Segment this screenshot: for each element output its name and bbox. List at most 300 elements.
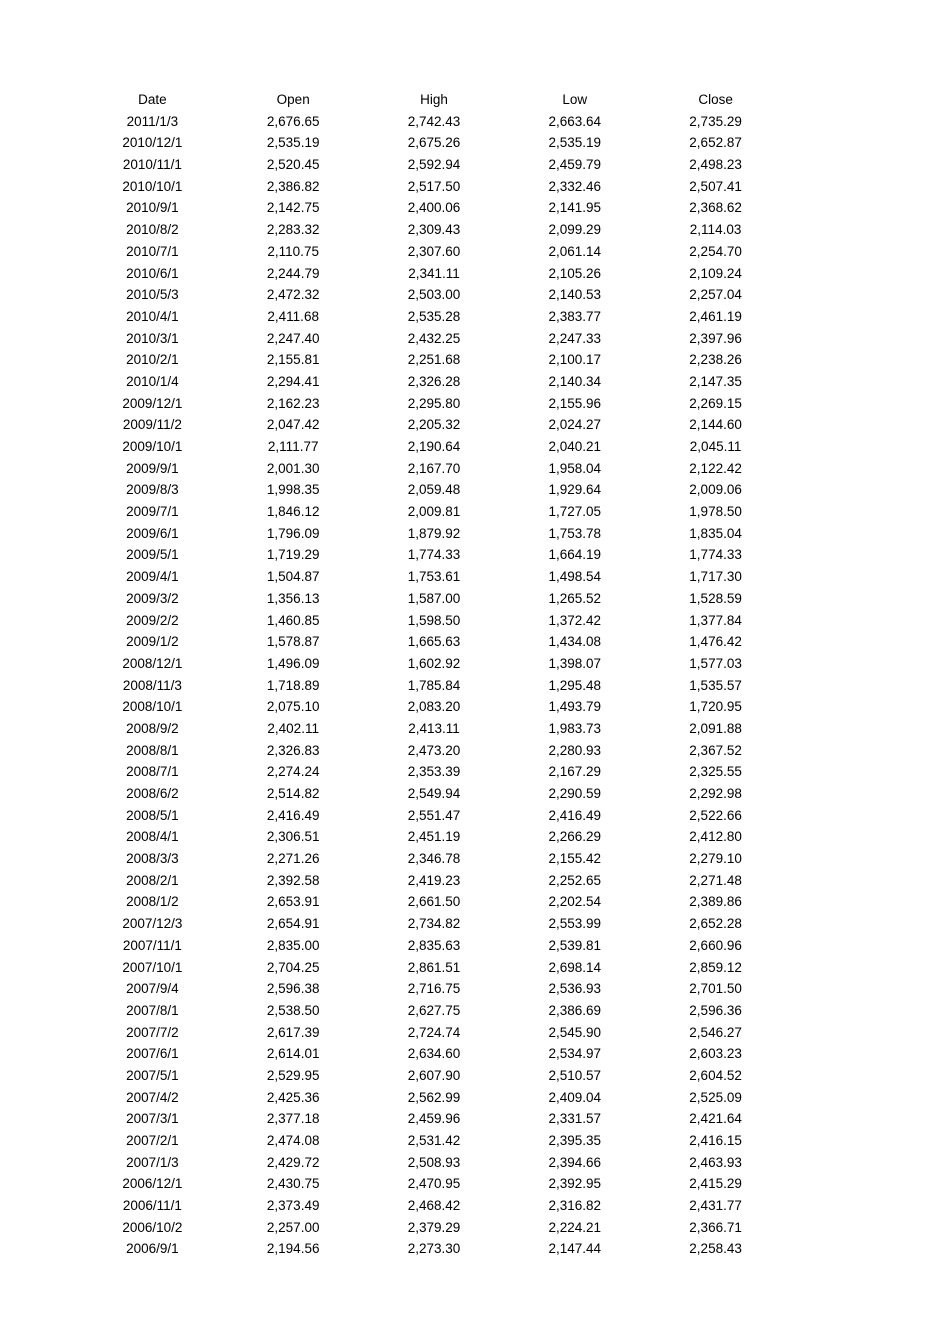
date-cell: 2008/9/2 bbox=[126, 720, 179, 736]
table-row bbox=[82, 154, 786, 176]
price-table bbox=[82, 89, 786, 1260]
table-row bbox=[82, 1152, 786, 1174]
close-cell: 2,421.64 bbox=[689, 1111, 742, 1127]
close-cell: 2,258.43 bbox=[689, 1241, 742, 1257]
open-cell: 2,425.36 bbox=[266, 1089, 320, 1105]
low-cell: 1,493.79 bbox=[548, 699, 602, 715]
high-cell: 2,551.47 bbox=[407, 807, 461, 823]
date-cell: 2009/8/3 bbox=[126, 482, 179, 498]
table-row bbox=[82, 1108, 786, 1130]
open-cell: 2,294.41 bbox=[266, 373, 320, 389]
open-cell: 1,578.87 bbox=[266, 634, 320, 650]
open-cell: 1,846.12 bbox=[266, 504, 320, 520]
close-cell: 2,546.27 bbox=[689, 1024, 742, 1040]
date-cell: 2009/5/1 bbox=[126, 547, 179, 563]
header-close: Close bbox=[698, 92, 733, 107]
open-cell: 2,075.10 bbox=[266, 699, 320, 715]
low-cell: 2,553.99 bbox=[548, 916, 602, 932]
table-row bbox=[82, 1022, 786, 1044]
high-cell: 1,602.92 bbox=[407, 655, 461, 671]
high-cell: 2,009.81 bbox=[407, 504, 461, 520]
table-row bbox=[82, 371, 786, 393]
low-cell: 1,753.78 bbox=[548, 525, 602, 541]
date-cell: 2007/3/1 bbox=[126, 1111, 179, 1127]
date-cell: 2007/9/4 bbox=[126, 981, 179, 997]
table-row bbox=[82, 631, 786, 653]
date-cell: 2007/6/1 bbox=[126, 1046, 179, 1062]
close-cell: 2,660.96 bbox=[689, 937, 742, 953]
open-cell: 1,796.09 bbox=[266, 525, 320, 541]
table-row bbox=[82, 978, 786, 1000]
high-cell: 2,059.48 bbox=[407, 482, 461, 498]
high-cell: 2,517.50 bbox=[407, 178, 461, 194]
open-cell: 2,514.82 bbox=[266, 786, 320, 801]
open-cell: 2,676.65 bbox=[266, 113, 320, 129]
low-cell: 2,040.21 bbox=[548, 439, 602, 454]
table-row bbox=[82, 523, 786, 545]
open-cell: 2,538.50 bbox=[266, 1002, 320, 1018]
header-high: High bbox=[420, 92, 448, 107]
low-cell: 1,958.04 bbox=[548, 460, 602, 476]
table-row bbox=[82, 935, 786, 957]
close-cell: 2,463.93 bbox=[689, 1154, 742, 1170]
low-cell: 2,247.33 bbox=[548, 330, 602, 346]
table-row bbox=[82, 653, 786, 675]
open-cell: 2,654.91 bbox=[266, 916, 320, 932]
high-cell: 2,661.50 bbox=[407, 894, 461, 910]
date-cell: 2008/8/1 bbox=[126, 742, 179, 758]
low-cell: 2,386.69 bbox=[548, 1002, 602, 1018]
low-cell: 2,539.81 bbox=[548, 937, 602, 953]
table-row bbox=[82, 284, 786, 306]
header-open: Open bbox=[276, 92, 310, 107]
low-cell: 2,141.95 bbox=[548, 200, 602, 216]
date-cell: 2007/10/1 bbox=[122, 959, 183, 975]
open-cell: 1,496.09 bbox=[266, 655, 320, 671]
low-cell: 2,331.57 bbox=[548, 1111, 602, 1127]
high-cell: 1,587.00 bbox=[407, 590, 461, 606]
open-cell: 1,504.87 bbox=[266, 569, 320, 585]
close-cell: 2,109.24 bbox=[689, 265, 742, 281]
table-row bbox=[82, 393, 786, 415]
close-cell: 2,604.52 bbox=[689, 1067, 742, 1083]
close-cell: 1,720.95 bbox=[689, 699, 742, 715]
low-cell: 1,929.64 bbox=[548, 482, 602, 498]
table-row bbox=[82, 458, 786, 480]
high-cell: 2,307.60 bbox=[407, 243, 461, 259]
table-row bbox=[82, 675, 786, 697]
high-cell: 1,774.33 bbox=[407, 547, 461, 563]
close-cell: 2,292.98 bbox=[689, 786, 742, 801]
open-cell: 2,402.11 bbox=[267, 720, 319, 736]
low-cell: 2,024.27 bbox=[548, 417, 602, 433]
high-cell: 2,451.19 bbox=[407, 829, 461, 845]
high-cell: 1,753.61 bbox=[407, 569, 461, 585]
high-cell: 2,251.68 bbox=[407, 352, 461, 368]
date-cell: 2009/9/1 bbox=[126, 460, 179, 476]
table-row bbox=[82, 696, 786, 718]
high-cell: 2,326.28 bbox=[407, 373, 461, 389]
table-row bbox=[82, 1043, 786, 1065]
low-cell: 1,434.08 bbox=[548, 634, 602, 650]
high-cell: 2,273.30 bbox=[407, 1241, 461, 1257]
low-cell: 2,383.77 bbox=[548, 308, 602, 324]
close-cell: 2,122.42 bbox=[689, 460, 742, 476]
open-cell: 2,411.68 bbox=[267, 308, 319, 324]
close-cell: 2,257.04 bbox=[689, 287, 742, 303]
high-cell: 2,549.94 bbox=[407, 786, 461, 801]
high-cell: 2,592.94 bbox=[407, 157, 461, 173]
date-cell: 2010/5/3 bbox=[126, 287, 179, 303]
low-cell: 2,663.64 bbox=[548, 113, 602, 129]
date-cell: 2008/12/1 bbox=[122, 655, 183, 671]
low-cell: 2,409.04 bbox=[548, 1089, 602, 1105]
open-cell: 2,326.83 bbox=[266, 742, 320, 758]
low-cell: 2,147.44 bbox=[548, 1241, 602, 1257]
low-cell: 2,316.82 bbox=[548, 1198, 602, 1214]
table-row bbox=[82, 263, 786, 285]
low-cell: 2,099.29 bbox=[548, 222, 602, 238]
close-cell: 2,507.41 bbox=[689, 178, 742, 194]
low-cell: 2,394.66 bbox=[548, 1154, 602, 1170]
low-cell: 2,534.97 bbox=[548, 1046, 602, 1062]
date-cell: 2007/8/1 bbox=[126, 1002, 179, 1018]
date-cell: 2006/12/1 bbox=[122, 1176, 183, 1192]
date-cell: 2011/1/3 bbox=[126, 113, 179, 129]
table-row bbox=[82, 219, 786, 241]
close-cell: 2,431.77 bbox=[689, 1198, 742, 1214]
low-cell: 2,105.26 bbox=[548, 265, 602, 281]
date-cell: 2009/6/1 bbox=[126, 525, 179, 541]
open-cell: 2,429.72 bbox=[266, 1154, 320, 1170]
low-cell: 1,664.19 bbox=[548, 547, 602, 563]
high-cell: 2,835.63 bbox=[407, 937, 461, 953]
low-cell: 2,202.54 bbox=[548, 894, 602, 910]
low-cell: 1,372.42 bbox=[548, 612, 602, 628]
low-cell: 2,392.95 bbox=[548, 1176, 602, 1192]
close-cell: 2,498.23 bbox=[689, 157, 742, 173]
table-row bbox=[82, 783, 786, 805]
open-cell: 2,416.49 bbox=[266, 807, 320, 823]
open-cell: 2,244.79 bbox=[266, 265, 320, 281]
header-row bbox=[82, 89, 786, 111]
table-row bbox=[82, 1065, 786, 1087]
low-cell: 2,140.34 bbox=[548, 373, 602, 389]
header-low: Low bbox=[562, 92, 588, 107]
open-cell: 2,520.45 bbox=[266, 157, 320, 173]
high-cell: 2,861.51 bbox=[407, 959, 461, 975]
date-cell: 2007/7/2 bbox=[126, 1024, 179, 1040]
close-cell: 2,652.87 bbox=[689, 135, 742, 151]
close-cell: 1,978.50 bbox=[689, 504, 742, 520]
close-cell: 1,535.57 bbox=[689, 677, 742, 693]
low-cell: 2,290.59 bbox=[548, 786, 602, 801]
open-cell: 2,535.19 bbox=[266, 135, 320, 151]
open-cell: 2,653.91 bbox=[266, 894, 320, 910]
date-cell: 2007/1/3 bbox=[126, 1154, 179, 1170]
table-row bbox=[82, 1238, 786, 1260]
close-cell: 2,412.80 bbox=[689, 829, 742, 845]
low-cell: 2,536.93 bbox=[548, 981, 602, 997]
high-cell: 2,734.82 bbox=[407, 916, 461, 932]
date-cell: 2006/10/2 bbox=[122, 1219, 183, 1235]
table-row bbox=[82, 848, 786, 870]
close-cell: 1,774.33 bbox=[689, 547, 742, 563]
low-cell: 2,510.57 bbox=[548, 1067, 602, 1083]
high-cell: 2,432.25 bbox=[407, 330, 461, 346]
close-cell: 2,279.10 bbox=[689, 851, 742, 867]
date-cell: 2008/10/1 bbox=[122, 699, 183, 715]
date-cell: 2007/12/3 bbox=[122, 916, 183, 932]
table-row bbox=[82, 1217, 786, 1239]
close-cell: 1,377.84 bbox=[689, 612, 742, 628]
high-cell: 2,341.11 bbox=[408, 265, 460, 281]
date-cell: 2009/1/2 bbox=[126, 634, 179, 650]
high-cell: 2,419.23 bbox=[407, 872, 461, 888]
table-body bbox=[82, 111, 786, 1260]
date-cell: 2009/12/1 bbox=[122, 395, 183, 411]
close-cell: 2,254.70 bbox=[689, 243, 742, 259]
low-cell: 2,535.19 bbox=[548, 135, 602, 151]
low-cell: 2,155.96 bbox=[548, 395, 602, 411]
date-cell: 2010/10/1 bbox=[122, 178, 183, 194]
high-cell: 2,503.00 bbox=[407, 287, 461, 303]
close-cell: 2,325.55 bbox=[689, 764, 742, 780]
close-cell: 2,144.60 bbox=[689, 417, 742, 433]
table-row bbox=[82, 111, 786, 133]
open-cell: 2,474.08 bbox=[266, 1133, 320, 1148]
low-cell: 2,061.14 bbox=[548, 243, 602, 259]
low-cell: 2,545.90 bbox=[548, 1024, 602, 1040]
table-row bbox=[82, 176, 786, 198]
low-cell: 2,140.53 bbox=[548, 287, 602, 303]
table-row bbox=[82, 132, 786, 154]
table-row bbox=[82, 349, 786, 371]
high-cell: 2,295.80 bbox=[407, 395, 461, 411]
date-cell: 2006/11/1 bbox=[122, 1198, 182, 1214]
close-cell: 1,717.30 bbox=[689, 569, 742, 585]
high-cell: 1,785.84 bbox=[407, 677, 461, 693]
high-cell: 2,535.28 bbox=[407, 308, 461, 324]
close-cell: 1,528.59 bbox=[689, 590, 742, 606]
close-cell: 2,366.71 bbox=[689, 1219, 742, 1235]
table-row bbox=[82, 718, 786, 740]
close-cell: 2,269.15 bbox=[689, 395, 742, 411]
high-cell: 2,562.99 bbox=[407, 1089, 461, 1105]
date-cell: 2008/7/1 bbox=[126, 764, 179, 780]
open-cell: 2,835.00 bbox=[266, 937, 320, 953]
close-cell: 2,238.26 bbox=[689, 352, 742, 368]
close-cell: 2,091.88 bbox=[689, 720, 742, 736]
table-row bbox=[82, 913, 786, 935]
date-cell: 2007/11/1 bbox=[122, 937, 182, 953]
high-cell: 2,634.60 bbox=[407, 1046, 461, 1062]
close-cell: 2,271.48 bbox=[689, 872, 742, 888]
high-cell: 2,468.42 bbox=[407, 1198, 461, 1214]
high-cell: 2,413.11 bbox=[408, 720, 460, 736]
low-cell: 2,332.46 bbox=[548, 178, 602, 194]
table-row bbox=[82, 610, 786, 632]
open-cell: 2,306.51 bbox=[266, 829, 320, 845]
table-row bbox=[82, 306, 786, 328]
date-cell: 2009/2/2 bbox=[126, 612, 179, 628]
low-cell: 2,266.29 bbox=[548, 829, 602, 845]
date-cell: 2010/1/4 bbox=[126, 373, 179, 389]
date-cell: 2010/11/1 bbox=[122, 157, 182, 173]
close-cell: 2,859.12 bbox=[689, 959, 742, 975]
date-cell: 2010/12/1 bbox=[122, 135, 183, 151]
high-cell: 2,309.43 bbox=[407, 222, 461, 238]
date-cell: 2007/2/1 bbox=[126, 1133, 179, 1148]
close-cell: 2,397.96 bbox=[689, 330, 742, 346]
close-cell: 2,045.11 bbox=[689, 439, 742, 454]
table-row bbox=[82, 544, 786, 566]
high-cell: 2,716.75 bbox=[407, 981, 461, 997]
open-cell: 1,460.85 bbox=[266, 612, 320, 628]
low-cell: 1,498.54 bbox=[548, 569, 602, 585]
low-cell: 2,252.65 bbox=[548, 872, 602, 888]
date-cell: 2007/4/2 bbox=[126, 1089, 179, 1105]
open-cell: 2,392.58 bbox=[266, 872, 320, 888]
open-cell: 2,430.75 bbox=[266, 1176, 320, 1192]
low-cell: 2,416.49 bbox=[548, 807, 602, 823]
table-row bbox=[82, 761, 786, 783]
high-cell: 2,508.93 bbox=[407, 1154, 461, 1170]
open-cell: 2,194.56 bbox=[266, 1241, 320, 1257]
table-row bbox=[82, 870, 786, 892]
date-cell: 2008/5/1 bbox=[126, 807, 179, 823]
high-cell: 2,205.32 bbox=[407, 417, 461, 433]
high-cell: 2,379.29 bbox=[407, 1219, 461, 1235]
open-cell: 2,529.95 bbox=[266, 1067, 320, 1083]
open-cell: 2,142.75 bbox=[266, 200, 320, 216]
table-row bbox=[82, 1087, 786, 1109]
table-row bbox=[82, 436, 786, 458]
open-cell: 2,704.25 bbox=[266, 959, 320, 975]
open-cell: 2,155.81 bbox=[266, 352, 320, 368]
close-cell: 2,416.15 bbox=[689, 1133, 742, 1148]
open-cell: 1,718.89 bbox=[266, 677, 320, 693]
high-cell: 2,083.20 bbox=[407, 699, 461, 715]
low-cell: 1,398.07 bbox=[548, 655, 602, 671]
close-cell: 2,461.19 bbox=[689, 308, 742, 324]
low-cell: 1,727.05 bbox=[548, 504, 602, 520]
date-cell: 2010/4/1 bbox=[126, 308, 179, 324]
date-cell: 2010/9/1 bbox=[126, 200, 179, 216]
open-cell: 1,719.29 bbox=[266, 547, 320, 563]
open-cell: 2,110.75 bbox=[267, 243, 319, 259]
close-cell: 2,603.23 bbox=[689, 1046, 742, 1062]
high-cell: 2,675.26 bbox=[407, 135, 461, 151]
date-cell: 2010/3/1 bbox=[126, 330, 179, 346]
date-cell: 2010/8/2 bbox=[126, 222, 179, 238]
low-cell: 2,280.93 bbox=[548, 742, 602, 758]
low-cell: 2,224.21 bbox=[548, 1219, 602, 1235]
open-cell: 2,472.32 bbox=[266, 287, 320, 303]
open-cell: 2,162.23 bbox=[266, 395, 320, 411]
date-cell: 2009/4/1 bbox=[126, 569, 179, 585]
table-row bbox=[82, 241, 786, 263]
high-cell: 1,879.92 bbox=[407, 525, 461, 541]
date-cell: 2006/9/1 bbox=[126, 1241, 179, 1257]
open-cell: 2,274.24 bbox=[266, 764, 320, 780]
open-cell: 2,111.77 bbox=[267, 439, 319, 454]
close-cell: 1,476.42 bbox=[689, 634, 742, 650]
date-cell: 2009/10/1 bbox=[122, 439, 183, 454]
close-cell: 2,701.50 bbox=[689, 981, 742, 997]
open-cell: 2,283.32 bbox=[266, 222, 320, 238]
table-row bbox=[82, 1173, 786, 1195]
low-cell: 1,983.73 bbox=[548, 720, 602, 736]
date-cell: 2008/2/1 bbox=[126, 872, 179, 888]
close-cell: 1,835.04 bbox=[689, 525, 742, 541]
open-cell: 2,047.42 bbox=[266, 417, 320, 433]
table-row bbox=[82, 891, 786, 913]
open-cell: 2,617.39 bbox=[266, 1024, 320, 1040]
date-cell: 2010/2/1 bbox=[126, 352, 179, 368]
close-cell: 2,652.28 bbox=[689, 916, 742, 932]
table-row bbox=[82, 197, 786, 219]
table-row bbox=[82, 957, 786, 979]
high-cell: 2,470.95 bbox=[407, 1176, 461, 1192]
close-cell: 2,147.35 bbox=[689, 373, 742, 389]
high-cell: 2,742.43 bbox=[407, 113, 461, 129]
close-cell: 2,389.86 bbox=[689, 894, 742, 910]
close-cell: 2,415.29 bbox=[689, 1176, 742, 1192]
date-cell: 2010/6/1 bbox=[126, 265, 179, 281]
table-row bbox=[82, 826, 786, 848]
date-cell: 2009/11/2 bbox=[122, 417, 182, 433]
close-cell: 2,522.66 bbox=[689, 807, 742, 823]
high-cell: 2,353.39 bbox=[407, 764, 461, 780]
open-cell: 2,614.01 bbox=[266, 1046, 320, 1062]
table-row bbox=[82, 414, 786, 436]
high-cell: 2,190.64 bbox=[407, 439, 461, 454]
low-cell: 2,100.17 bbox=[548, 352, 602, 368]
high-cell: 2,346.78 bbox=[407, 851, 461, 867]
open-cell: 2,373.49 bbox=[266, 1198, 320, 1214]
low-cell: 2,155.42 bbox=[548, 851, 602, 867]
low-cell: 1,295.48 bbox=[548, 677, 602, 693]
table-row bbox=[82, 1130, 786, 1152]
close-cell: 2,596.36 bbox=[689, 1002, 742, 1018]
high-cell: 2,531.42 bbox=[407, 1133, 461, 1148]
high-cell: 2,627.75 bbox=[407, 1002, 461, 1018]
table-row bbox=[82, 501, 786, 523]
table-row bbox=[82, 566, 786, 588]
date-cell: 2008/4/1 bbox=[126, 829, 179, 845]
table-row bbox=[82, 805, 786, 827]
table-row bbox=[82, 588, 786, 610]
open-cell: 2,271.26 bbox=[266, 851, 320, 867]
close-cell: 2,367.52 bbox=[689, 742, 742, 758]
close-cell: 1,577.03 bbox=[689, 655, 742, 671]
open-cell: 2,386.82 bbox=[266, 178, 320, 194]
date-cell: 2008/11/3 bbox=[122, 677, 182, 693]
date-cell: 2008/3/3 bbox=[126, 851, 179, 867]
high-cell: 2,607.90 bbox=[407, 1067, 461, 1083]
open-cell: 2,596.38 bbox=[266, 981, 320, 997]
table-row bbox=[82, 1195, 786, 1217]
open-cell: 2,247.40 bbox=[266, 330, 320, 346]
table-row bbox=[82, 328, 786, 350]
high-cell: 2,400.06 bbox=[407, 200, 461, 216]
open-cell: 2,377.18 bbox=[266, 1111, 320, 1127]
high-cell: 1,598.50 bbox=[407, 612, 461, 628]
close-cell: 2,009.06 bbox=[689, 482, 742, 498]
open-cell: 1,998.35 bbox=[266, 482, 320, 498]
close-cell: 2,735.29 bbox=[689, 113, 742, 129]
